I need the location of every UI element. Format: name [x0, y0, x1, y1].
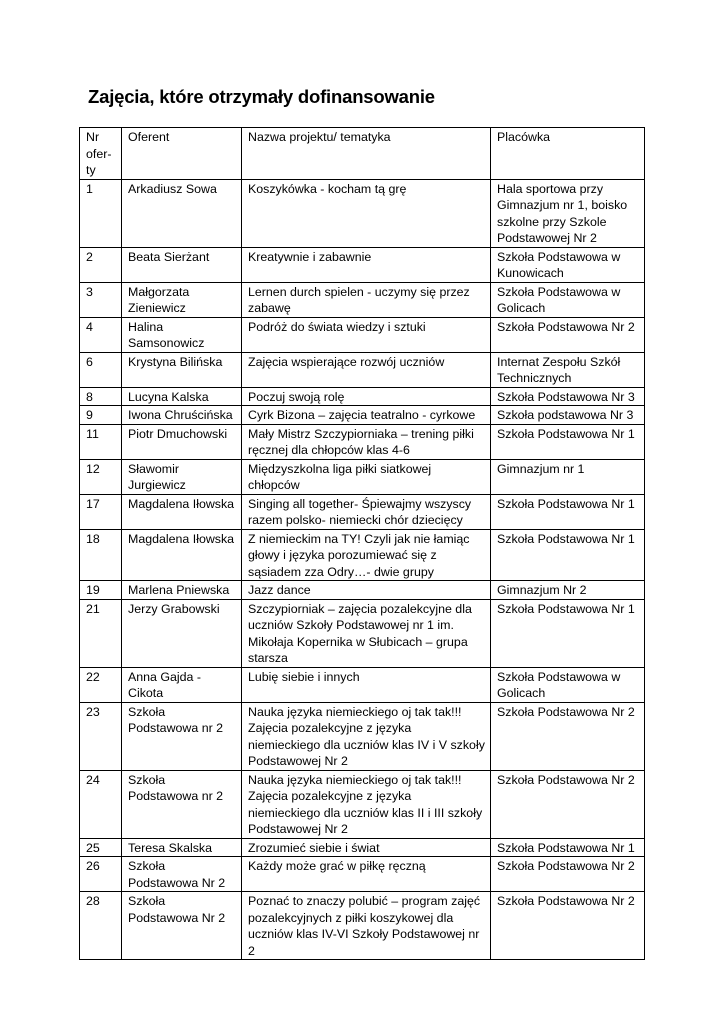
cell-placowka: Szkoła podstawowa Nr 3	[491, 406, 645, 425]
cell-nr: 23	[80, 702, 122, 770]
cell-project: Koszykówka - kocham tą grę	[242, 179, 491, 247]
cell-oferent: Szkoła Podstawowa Nr 2	[122, 892, 242, 960]
table-row	[80, 352, 645, 387]
header-nr-label: Nr ofer-ty	[86, 130, 112, 177]
cell-nr: 6	[80, 352, 122, 387]
table-row	[80, 529, 645, 581]
cell-nr: 11	[80, 424, 122, 459]
cell-project: Szczypiorniak – zajęcia pozalekcyjne dla uczniów Szkoły Podstawowej nr 1 im. Mikołaja Kopernika w Słubicach – grupa starsza	[242, 599, 491, 667]
cell-nr: 17	[80, 494, 122, 529]
table-row	[80, 282, 645, 317]
table-row	[80, 424, 645, 459]
table-row	[80, 581, 645, 600]
cell-nr: 2	[80, 247, 122, 282]
page-title: Zajęcia, które otrzymały dofinansowanie	[88, 86, 435, 107]
cell-nr: 12	[80, 459, 122, 494]
header-oferent: Oferent	[122, 128, 242, 180]
cell-project: Międzyszkolna liga piłki siatkowej chłopców	[242, 459, 491, 494]
header-placowka: Placówka	[491, 128, 645, 180]
cell-nr: 22	[80, 667, 122, 702]
cell-nr: 1	[80, 179, 122, 247]
cell-nr: 21	[80, 599, 122, 667]
cell-oferent: Marlena Pniewska	[122, 581, 242, 600]
table-row	[80, 599, 645, 667]
table-row	[80, 494, 645, 529]
cell-nr: 26	[80, 857, 122, 892]
cell-oferent: Szkoła Podstawowa Nr 2	[122, 857, 242, 892]
cell-placowka: Szkoła Podstawowa Nr 1	[491, 494, 645, 529]
cell-oferent: Halina Samsonowicz	[122, 317, 242, 352]
cell-oferent: Teresa Skalska	[122, 838, 242, 857]
table-row	[80, 459, 645, 494]
table-row	[80, 406, 645, 425]
cell-placowka: Szkoła Podstawowa Nr 1	[491, 838, 645, 857]
cell-oferent: Lucyna Kalska	[122, 387, 242, 406]
cell-placowka: Szkoła Podstawowa Nr 2	[491, 702, 645, 770]
cell-placowka: Szkoła Podstawowa Nr 1	[491, 529, 645, 581]
grants-table	[79, 127, 645, 960]
cell-nr: 9	[80, 406, 122, 425]
cell-project: Nauka języka niemieckiego oj tak tak!!! Zajęcia pozalekcyjne z języka niemieckiego dla uczniów klas II i III szkoły Podstawowej Nr 2	[242, 770, 491, 838]
cell-project: Cyrk Bizona – zajęcia teatralno - cyrkowe	[242, 406, 491, 425]
cell-placowka: Szkoła Podstawowa Nr 2	[491, 317, 645, 352]
cell-oferent: Krystyna Bilińska	[122, 352, 242, 387]
table-row	[80, 247, 645, 282]
cell-oferent: Piotr Dmuchowski	[122, 424, 242, 459]
cell-nr: 3	[80, 282, 122, 317]
cell-project: Kreatywnie i zabawnie	[242, 247, 491, 282]
table-row	[80, 770, 645, 838]
cell-oferent: Szkoła Podstawowa nr 2	[122, 702, 242, 770]
cell-nr: 18	[80, 529, 122, 581]
cell-placowka: Szkoła Podstawowa Nr 1	[491, 599, 645, 667]
cell-nr: 24	[80, 770, 122, 838]
cell-oferent: Małgorzata Zieniewicz	[122, 282, 242, 317]
header-nr	[80, 128, 122, 180]
cell-placowka: Gimnazjum Nr 2	[491, 581, 645, 600]
cell-oferent: Anna Gajda - Cikota	[122, 667, 242, 702]
cell-oferent: Magdalena Iłowska	[122, 529, 242, 581]
cell-nr: 25	[80, 838, 122, 857]
cell-project: Mały Mistrz Szczypiorniaka – trening piłki ręcznej dla chłopców klas 4-6	[242, 424, 491, 459]
cell-project: Poczuj swoją rolę	[242, 387, 491, 406]
header-project: Nazwa projektu/ tematyka	[242, 128, 491, 180]
table-body	[80, 179, 645, 960]
table-row	[80, 179, 645, 247]
table-header-row	[80, 128, 645, 180]
cell-nr: 19	[80, 581, 122, 600]
cell-project: Z niemieckim na TY! Czyli jak nie łamiąc głowy i języka porozumiewać się z sąsiadem zza Odry…- dwie grupy	[242, 529, 491, 581]
cell-nr: 8	[80, 387, 122, 406]
cell-oferent: Magdalena Iłowska	[122, 494, 242, 529]
table-row	[80, 667, 645, 702]
cell-project: Każdy może grać w piłkę ręczną	[242, 857, 491, 892]
cell-oferent: Iwona Chruścińska	[122, 406, 242, 425]
cell-placowka: Szkoła Podstawowa Nr 2	[491, 770, 645, 838]
cell-project: Lubię siebie i innych	[242, 667, 491, 702]
table-row	[80, 892, 645, 960]
cell-placowka: Gimnazjum nr 1	[491, 459, 645, 494]
cell-project: Podróż do świata wiedzy i sztuki	[242, 317, 491, 352]
cell-placowka: Internat Zespołu Szkół Technicznych	[491, 352, 645, 387]
cell-oferent: Arkadiusz Sowa	[122, 179, 242, 247]
cell-placowka: Szkoła Podstawowa w Kunowicach	[491, 247, 645, 282]
cell-placowka: Szkoła Podstawowa w Golicach	[491, 282, 645, 317]
cell-project: Nauka języka niemieckiego oj tak tak!!! Zajęcia pozalekcyjne z języka niemieckiego dla uczniów klas IV i V szkoły Podstawowej Nr 2	[242, 702, 491, 770]
cell-placowka: Szkoła Podstawowa w Golicach	[491, 667, 645, 702]
cell-nr: 4	[80, 317, 122, 352]
table-row	[80, 838, 645, 857]
cell-project: Lernen durch spielen - uczymy się przez zabawę	[242, 282, 491, 317]
cell-placowka: Szkoła Podstawowa Nr 3	[491, 387, 645, 406]
table-row	[80, 702, 645, 770]
cell-nr: 28	[80, 892, 122, 960]
cell-oferent: Sławomir Jurgiewicz	[122, 459, 242, 494]
cell-placowka: Szkoła Podstawowa Nr 1	[491, 424, 645, 459]
cell-oferent: Beata Sierżant	[122, 247, 242, 282]
table-row	[80, 857, 645, 892]
cell-placowka: Hala sportowa przy Gimnazjum nr 1, boisko szkolne przy Szkole Podstawowej Nr 2	[491, 179, 645, 247]
cell-project: Zajęcia wspierające rozwój uczniów	[242, 352, 491, 387]
cell-project: Poznać to znaczy polubić – program zajęć pozalekcyjnych z piłki koszykowej dla uczniów klas IV-VI Szkoły Podstawowej nr 2	[242, 892, 491, 960]
table-row	[80, 317, 645, 352]
table-row	[80, 387, 645, 406]
cell-placowka: Szkoła Podstawowa Nr 2	[491, 857, 645, 892]
cell-project: Singing all together- Śpiewajmy wszyscy razem polsko- niemiecki chór dziecięcy	[242, 494, 491, 529]
cell-oferent: Jerzy Grabowski	[122, 599, 242, 667]
cell-project: Jazz dance	[242, 581, 491, 600]
cell-placowka: Szkoła Podstawowa Nr 2	[491, 892, 645, 960]
cell-project: Zrozumieć siebie i świat	[242, 838, 491, 857]
cell-oferent: Szkoła Podstawowa nr 2	[122, 770, 242, 838]
